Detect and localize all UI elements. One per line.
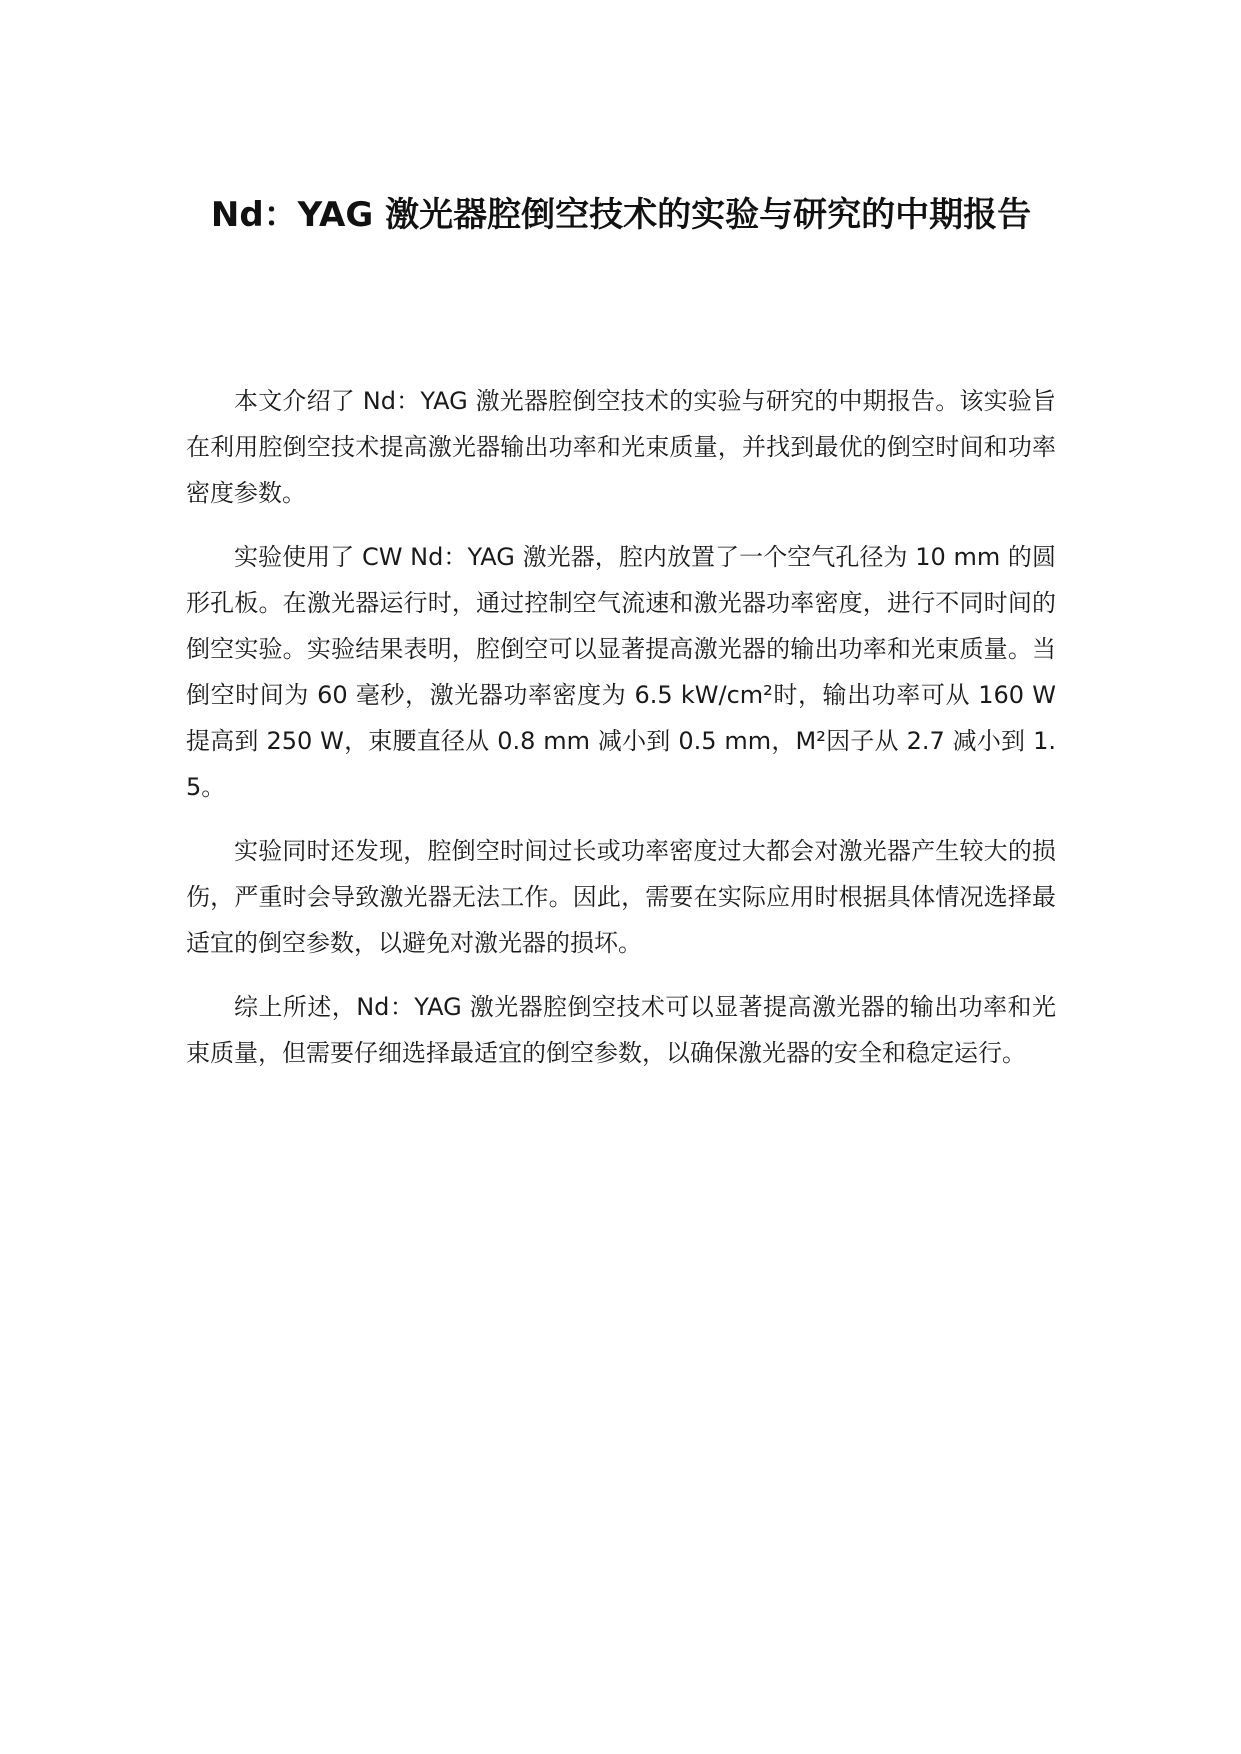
paragraph-experiment: 实验使用了 CW Nd：YAG 激光器，腔内放置了一个空气孔径为 10 mm 的圆形孔板。在激光器运行时，通过控制空气流速和激光器功率密度，进行不同时间的倒空实验。实验结果表明，腔倒空可以显著提高激光器的输出功率和光束质量。当倒空时间为 60 毫秒，激光器功率密度为 6.5 kW/cm²时，输出功率可从 160 W 提高到 250 W，束腰直径从 0.8 mm 减小到 0.5 mm，M²因子从 2.7 减小到 1.5。	[186, 543, 1056, 801]
document-body	[186, 378, 1056, 1094]
paragraph-findings: 实验同时还发现，腔倒空时间过长或功率密度过大都会对激光器产生较大的损伤，严重时会导致激光器无法工作。因此，需要在实际应用时根据具体情况选择最适宜的倒空参数，以避免对激光器的损坏。	[186, 837, 1056, 957]
document-title: Nd：YAG 激光器腔倒空技术的实验与研究的中期报告	[210, 195, 1032, 235]
paragraph-intro: 本文介绍了 Nd：YAG 激光器腔倒空技术的实验与研究的中期报告。该实验旨在利用腔倒空技术提高激光器输出功率和光束质量，并找到最优的倒空时间和功率密度参数。	[186, 387, 1056, 507]
paragraph-conclusion: 综上所述，Nd：YAG 激光器腔倒空技术可以显著提高激光器的输出功率和光束质量，但需要仔细选择最适宜的倒空参数，以确保激光器的安全和稳定运行。	[186, 993, 1056, 1067]
